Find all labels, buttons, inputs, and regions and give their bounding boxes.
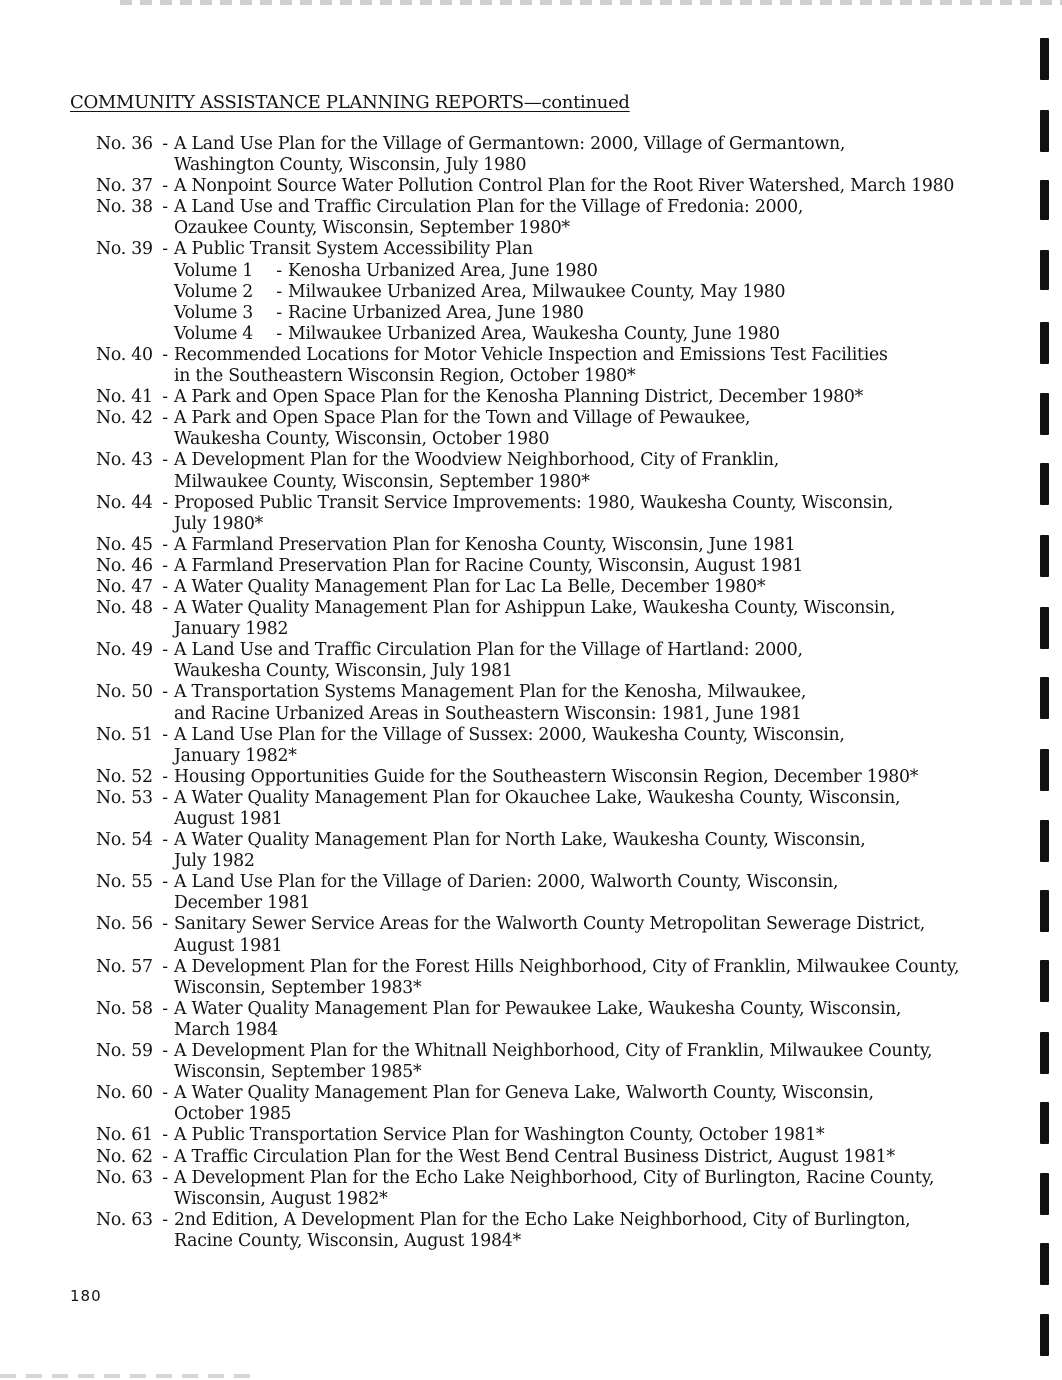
report-entry — [96, 598, 996, 640]
volume-item — [174, 261, 996, 282]
volume-title: Milwaukee Urbanized Area, Waukesha County, June 1980 — [288, 323, 780, 344]
entry-separator: - — [162, 387, 168, 408]
report-title — [174, 493, 996, 535]
report-entry — [96, 872, 996, 914]
report-number: No. 48 — [96, 598, 153, 619]
report-title-line: Wisconsin, September 1983* — [174, 977, 422, 998]
entry-separator: - — [162, 682, 168, 703]
report-title — [174, 577, 996, 598]
report-title-line: Milwaukee County, Wisconsin, September 1980* — [174, 471, 590, 492]
scan-mark — [1040, 820, 1049, 862]
report-title-line: Waukesha County, Wisconsin, October 1980 — [174, 429, 550, 450]
report-title-line: A Public Transit System Accessibility Plan — [174, 239, 533, 260]
report-number: No. 51 — [96, 724, 153, 745]
report-title — [174, 387, 996, 408]
report-title-line: A Water Quality Management Plan for Lac La Belle, December 1980* — [174, 576, 766, 597]
report-title — [174, 197, 996, 239]
report-title-line: March 1984 — [174, 1019, 279, 1040]
volume-item — [174, 282, 996, 303]
report-list — [96, 134, 996, 1252]
report-title-line: A Land Use Plan for the Village of Darien: 2000, Walworth County, Wisconsin, — [174, 872, 839, 893]
scan-mark — [1040, 38, 1049, 80]
report-title — [174, 999, 996, 1041]
report-number: No. 45 — [96, 534, 153, 555]
report-entry — [96, 1168, 996, 1210]
entry-separator: - — [162, 576, 168, 597]
report-entry — [96, 1210, 996, 1252]
report-number: No. 53 — [96, 787, 153, 808]
entry-separator: - — [162, 492, 168, 513]
report-entry — [96, 788, 996, 830]
scan-mark — [1040, 180, 1049, 220]
report-title — [174, 239, 996, 344]
report-entry — [96, 1147, 996, 1168]
report-title-line: August 1981 — [174, 809, 283, 829]
entry-separator: - — [162, 239, 168, 260]
report-title-line: Recommended Locations for Motor Vehicle Inspection and Emissions Test Facilities — [174, 344, 888, 365]
report-title-line: A Development Plan for the Forest Hills Neighborhood, City of Franklin, Milwaukee County, — [174, 956, 960, 977]
entry-separator: - — [162, 1209, 168, 1230]
report-number: No. 61 — [96, 1125, 153, 1146]
report-number: No. 62 — [96, 1146, 153, 1167]
report-title-line: January 1982 — [174, 619, 289, 640]
report-entry — [96, 197, 996, 239]
scan-bottom-edge — [0, 1374, 260, 1378]
scan-mark — [1040, 749, 1049, 791]
entry-separator: - — [162, 872, 168, 893]
entry-separator: - — [162, 450, 168, 471]
report-title-line: and Racine Urbanized Areas in Southeastern Wisconsin: 1981, June 1981 — [174, 703, 802, 724]
report-entry — [96, 556, 996, 577]
report-title — [174, 788, 996, 830]
report-title — [174, 830, 996, 872]
report-title — [174, 1147, 996, 1168]
report-title-line: Ozaukee County, Wisconsin, September 1980* — [174, 218, 570, 239]
report-title — [174, 957, 996, 999]
report-title-line: Washington County, Wisconsin, July 1980 — [174, 155, 527, 176]
report-title-line: A Land Use Plan for the Village of Sussex: 2000, Waukesha County, Wisconsin, — [174, 724, 845, 745]
report-title — [174, 1041, 996, 1083]
report-title — [174, 345, 996, 387]
scan-mark — [1040, 322, 1049, 364]
report-entry — [96, 640, 996, 682]
entry-separator: - — [162, 1146, 168, 1167]
entry-separator: - — [162, 998, 168, 1019]
report-number: No. 50 — [96, 682, 153, 703]
scan-mark — [1040, 890, 1049, 932]
report-number: No. 49 — [96, 640, 153, 661]
scan-top-edge — [120, 0, 1062, 5]
volume-label: Volume 3 — [174, 302, 254, 323]
report-number: No. 55 — [96, 872, 153, 893]
report-title-line: A Land Use Plan for the Village of Germantown: 2000, Village of Germantown, — [174, 134, 846, 154]
scan-mark — [1040, 1102, 1049, 1144]
entry-separator: - — [162, 830, 168, 851]
report-number: No. 41 — [96, 387, 153, 408]
report-entry — [96, 450, 996, 492]
entry-separator: - — [162, 914, 168, 935]
report-title — [174, 556, 996, 577]
report-entry — [96, 493, 996, 535]
report-title-line: A Public Transportation Service Plan for Washington County, October 1981* — [174, 1125, 825, 1146]
report-number: No. 47 — [96, 576, 153, 597]
report-number: No. 63 — [96, 1209, 153, 1230]
scan-mark — [1040, 960, 1049, 1002]
entry-separator: - — [162, 344, 168, 365]
report-number: No. 40 — [96, 344, 153, 365]
report-title — [174, 1083, 996, 1125]
report-title — [174, 682, 996, 724]
report-title-line: A Land Use and Traffic Circulation Plan for the Village of Fredonia: 2000, — [174, 197, 804, 218]
report-title-line: A Nonpoint Source Water Pollution Control Plan for the Root River Watershed, March 1980 — [174, 176, 955, 197]
scan-mark — [1040, 1314, 1049, 1356]
entry-separator: - — [162, 1041, 168, 1062]
report-entry — [96, 239, 996, 344]
report-entry — [96, 387, 996, 408]
entry-separator: - — [162, 134, 168, 154]
report-entry — [96, 767, 996, 788]
scan-mark — [1040, 463, 1049, 505]
report-number: No. 43 — [96, 450, 153, 471]
report-number: No. 56 — [96, 914, 153, 935]
scan-mark — [1040, 250, 1049, 290]
report-number: No. 46 — [96, 555, 153, 576]
report-title — [174, 767, 996, 788]
report-entry — [96, 176, 996, 197]
report-title-line: A Water Quality Management Plan for Pewaukee Lake, Waukesha County, Wisconsin, — [174, 998, 902, 1019]
report-title — [174, 1125, 996, 1146]
entry-separator: - — [162, 766, 168, 787]
report-number: No. 57 — [96, 956, 153, 977]
report-title-line: Housing Opportunities Guide for the Southeastern Wisconsin Region, December 1980* — [174, 766, 919, 787]
report-number: No. 63 — [96, 1167, 153, 1188]
scan-mark — [1040, 677, 1049, 719]
report-title-line: in the Southeastern Wisconsin Region, October 1980* — [174, 366, 636, 387]
report-title-line: A Development Plan for the Whitnall Neighborhood, City of Franklin, Milwaukee County, — [174, 1041, 933, 1062]
report-title-line: A Development Plan for the Echo Lake Neighborhood, City of Burlington, Racine County, — [174, 1167, 935, 1188]
report-number: No. 58 — [96, 998, 153, 1019]
report-title — [174, 134, 996, 176]
volume-item — [174, 324, 996, 345]
volume-separator: - — [276, 302, 282, 323]
report-entry — [96, 408, 996, 450]
report-title — [174, 640, 996, 682]
report-title-line: Racine County, Wisconsin, August 1984* — [174, 1230, 521, 1251]
report-number: No. 52 — [96, 766, 153, 787]
entry-separator: - — [162, 1083, 168, 1104]
report-title-line: Sanitary Sewer Service Areas for the Walworth County Metropolitan Sewerage District, — [174, 914, 926, 935]
report-entry — [96, 725, 996, 767]
entry-separator: - — [162, 1125, 168, 1146]
report-title-line: Wisconsin, September 1985* — [174, 1062, 422, 1083]
volume-separator: - — [276, 281, 282, 302]
report-title-line: July 1980* — [174, 513, 263, 534]
report-title-line: Waukesha County, Wisconsin, July 1981 — [174, 661, 513, 682]
report-number: No. 37 — [96, 176, 153, 197]
report-entry — [96, 134, 996, 176]
report-entry — [96, 535, 996, 556]
report-number: No. 38 — [96, 197, 153, 218]
scan-mark — [1040, 1243, 1049, 1285]
scan-mark — [1040, 1032, 1049, 1074]
volume-separator: - — [276, 323, 282, 344]
scan-mark — [1040, 393, 1049, 435]
entry-separator: - — [162, 956, 168, 977]
report-title-line: A Farmland Preservation Plan for Racine County, Wisconsin, August 1981 — [174, 555, 804, 576]
page-number: 180 — [70, 1287, 102, 1305]
report-title-line: January 1982* — [174, 745, 297, 766]
report-number: No. 54 — [96, 830, 153, 851]
volume-title: Milwaukee Urbanized Area, Milwaukee County, May 1980 — [288, 281, 786, 302]
report-entry — [96, 957, 996, 999]
report-title-line: A Farmland Preservation Plan for Kenosha County, Wisconsin, June 1981 — [174, 534, 796, 555]
report-entry — [96, 577, 996, 598]
volume-label: Volume 1 — [174, 260, 254, 281]
report-entry — [96, 682, 996, 724]
report-title — [174, 1168, 996, 1210]
report-title-line: Proposed Public Transit Service Improvements: 1980, Waukesha County, Wisconsin, — [174, 492, 894, 513]
report-title — [174, 914, 996, 956]
report-title-line: July 1982 — [174, 851, 255, 872]
report-title — [174, 598, 996, 640]
volume-label: Volume 4 — [174, 323, 254, 344]
report-title-line: A Development Plan for the Woodview Neighborhood, City of Franklin, — [174, 450, 780, 471]
entry-separator: - — [162, 1167, 168, 1188]
volume-separator: - — [276, 260, 282, 281]
report-number: No. 60 — [96, 1083, 153, 1104]
report-entry — [96, 999, 996, 1041]
report-title-line: A Water Quality Management Plan for Ashippun Lake, Waukesha County, Wisconsin, — [174, 598, 896, 619]
report-entry — [96, 345, 996, 387]
report-title-line: A Transportation Systems Management Plan for the Kenosha, Milwaukee, — [174, 682, 807, 703]
report-title-line: A Traffic Circulation Plan for the West Bend Central Business District, August 1981* — [174, 1146, 895, 1167]
report-title-line: A Park and Open Space Plan for the Kenosha Planning District, December 1980* — [174, 387, 864, 408]
report-entry — [96, 1083, 996, 1125]
report-number: No. 42 — [96, 408, 153, 429]
report-title — [174, 1210, 996, 1252]
report-title — [174, 535, 996, 556]
report-number: No. 59 — [96, 1041, 153, 1062]
entry-separator: - — [162, 598, 168, 619]
report-title — [174, 176, 996, 197]
scan-mark — [1040, 607, 1049, 649]
report-title — [174, 872, 996, 914]
report-title-line: December 1981 — [174, 893, 311, 914]
report-title-line: Wisconsin, August 1982* — [174, 1188, 388, 1209]
report-title-line: A Land Use and Traffic Circulation Plan for the Village of Hartland: 2000, — [174, 640, 803, 661]
report-title — [174, 450, 996, 492]
entry-separator: - — [162, 408, 168, 429]
report-entry — [96, 1041, 996, 1083]
report-title-line: 2nd Edition, A Development Plan for the Echo Lake Neighborhood, City of Burlington, — [174, 1209, 911, 1230]
report-title-line: A Park and Open Space Plan for the Town and Village of Pewaukee, — [174, 408, 751, 429]
entry-separator: - — [162, 640, 168, 661]
report-entry — [96, 914, 996, 956]
scan-mark — [1040, 535, 1049, 577]
entry-separator: - — [162, 724, 168, 745]
report-number: No. 36 — [96, 134, 153, 154]
report-number: No. 39 — [96, 239, 153, 260]
report-title-line: August 1981 — [174, 935, 283, 956]
entry-separator: - — [162, 787, 168, 808]
entry-separator: - — [162, 176, 168, 197]
report-title — [174, 408, 996, 450]
volume-item — [174, 303, 996, 324]
report-title-line: A Water Quality Management Plan for Geneva Lake, Walworth County, Wisconsin, — [174, 1083, 874, 1104]
report-title-line: A Water Quality Management Plan for Okauchee Lake, Waukesha County, Wisconsin, — [174, 787, 901, 808]
entry-separator: - — [162, 555, 168, 576]
report-title-line: October 1985 — [174, 1104, 292, 1125]
volume-label: Volume 2 — [174, 281, 254, 302]
entry-separator: - — [162, 534, 168, 555]
scan-edge-marks — [1040, 0, 1052, 1380]
volume-title: Racine Urbanized Area, June 1980 — [288, 302, 584, 323]
scan-mark — [1040, 1173, 1049, 1215]
entry-separator: - — [162, 197, 168, 218]
report-number: No. 44 — [96, 492, 153, 513]
report-entry — [96, 830, 996, 872]
report-title — [174, 725, 996, 767]
scan-mark — [1040, 110, 1049, 152]
section-heading: COMMUNITY ASSISTANCE PLANNING REPORTS—continued — [70, 92, 630, 113]
report-entry — [96, 1125, 996, 1146]
volume-title: Kenosha Urbanized Area, June 1980 — [288, 260, 598, 281]
report-title-line: A Water Quality Management Plan for North Lake, Waukesha County, Wisconsin, — [174, 830, 866, 851]
